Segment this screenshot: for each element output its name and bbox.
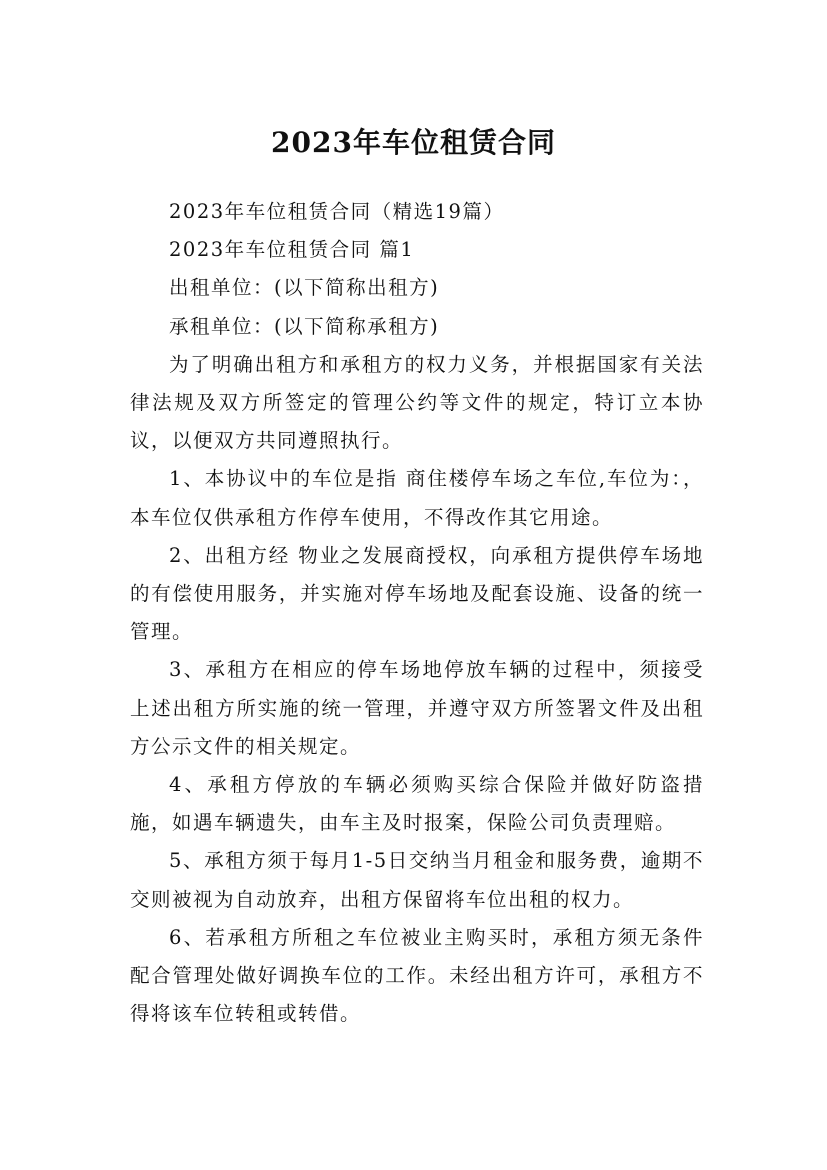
paragraph-section-heading: 2023年车位租赁合同 篇1 bbox=[169, 238, 415, 262]
paragraph-subtitle: 2023年车位租赁合同（精选19篇） bbox=[169, 200, 505, 223]
paragraph-clause-5: 5、承租方须于每月1-5日交纳当月租金和服务费，逾期不交则被视为自动放弃，出租方保留将车位出租的权力。 bbox=[130, 849, 704, 911]
paragraph-clause-3: 3、承租方在相应的停车场地停放车辆的过程中，须接受上述出租方所实施的统一管理，并遵守双方所签署文件及出租方公示文件的相关规定。 bbox=[130, 658, 704, 758]
paragraph-lessee: 承租单位：(以下简称承租方) bbox=[169, 314, 440, 338]
page-title: 2023年车位租赁合同 bbox=[271, 125, 556, 159]
paragraph-clause-6: 6、若承租方所租之车位被业主购买时，承租方须无条件配合管理处做好调换车位的工作。未经出租方许可，承租方不得将该车位转租或转借。 bbox=[130, 925, 704, 1026]
paragraph-lessor: 出租单位：(以下简称出租方) bbox=[169, 276, 440, 300]
paragraph-clause-4: 4、承租方停放的车辆必须购买综合保险并做好防盗措施，如遇车辆遗失，由车主及时报案，保险公司负责理赔。 bbox=[130, 773, 704, 835]
paragraph-clause-2: 2、出租方经 物业之发展商授权，向承租方提供停车场地的有偿使用服务，并实施对停车场地及配套设施、设备的统一管理。 bbox=[130, 543, 704, 644]
paragraph-preamble: 为了明确出租方和承租方的权力义务，并根据国家有关法律法规及双方所签定的管理公约等文件的规定，特订立本协议，以便双方共同遵照执行。 bbox=[130, 352, 704, 453]
document-body bbox=[130, 193, 704, 1033]
paragraph-clause-1: 1、本协议中的车位是指 商住楼停车场之车位,车位为：，本车位仅供承租方作停车使用，不得改作其它用途。 bbox=[130, 467, 704, 529]
